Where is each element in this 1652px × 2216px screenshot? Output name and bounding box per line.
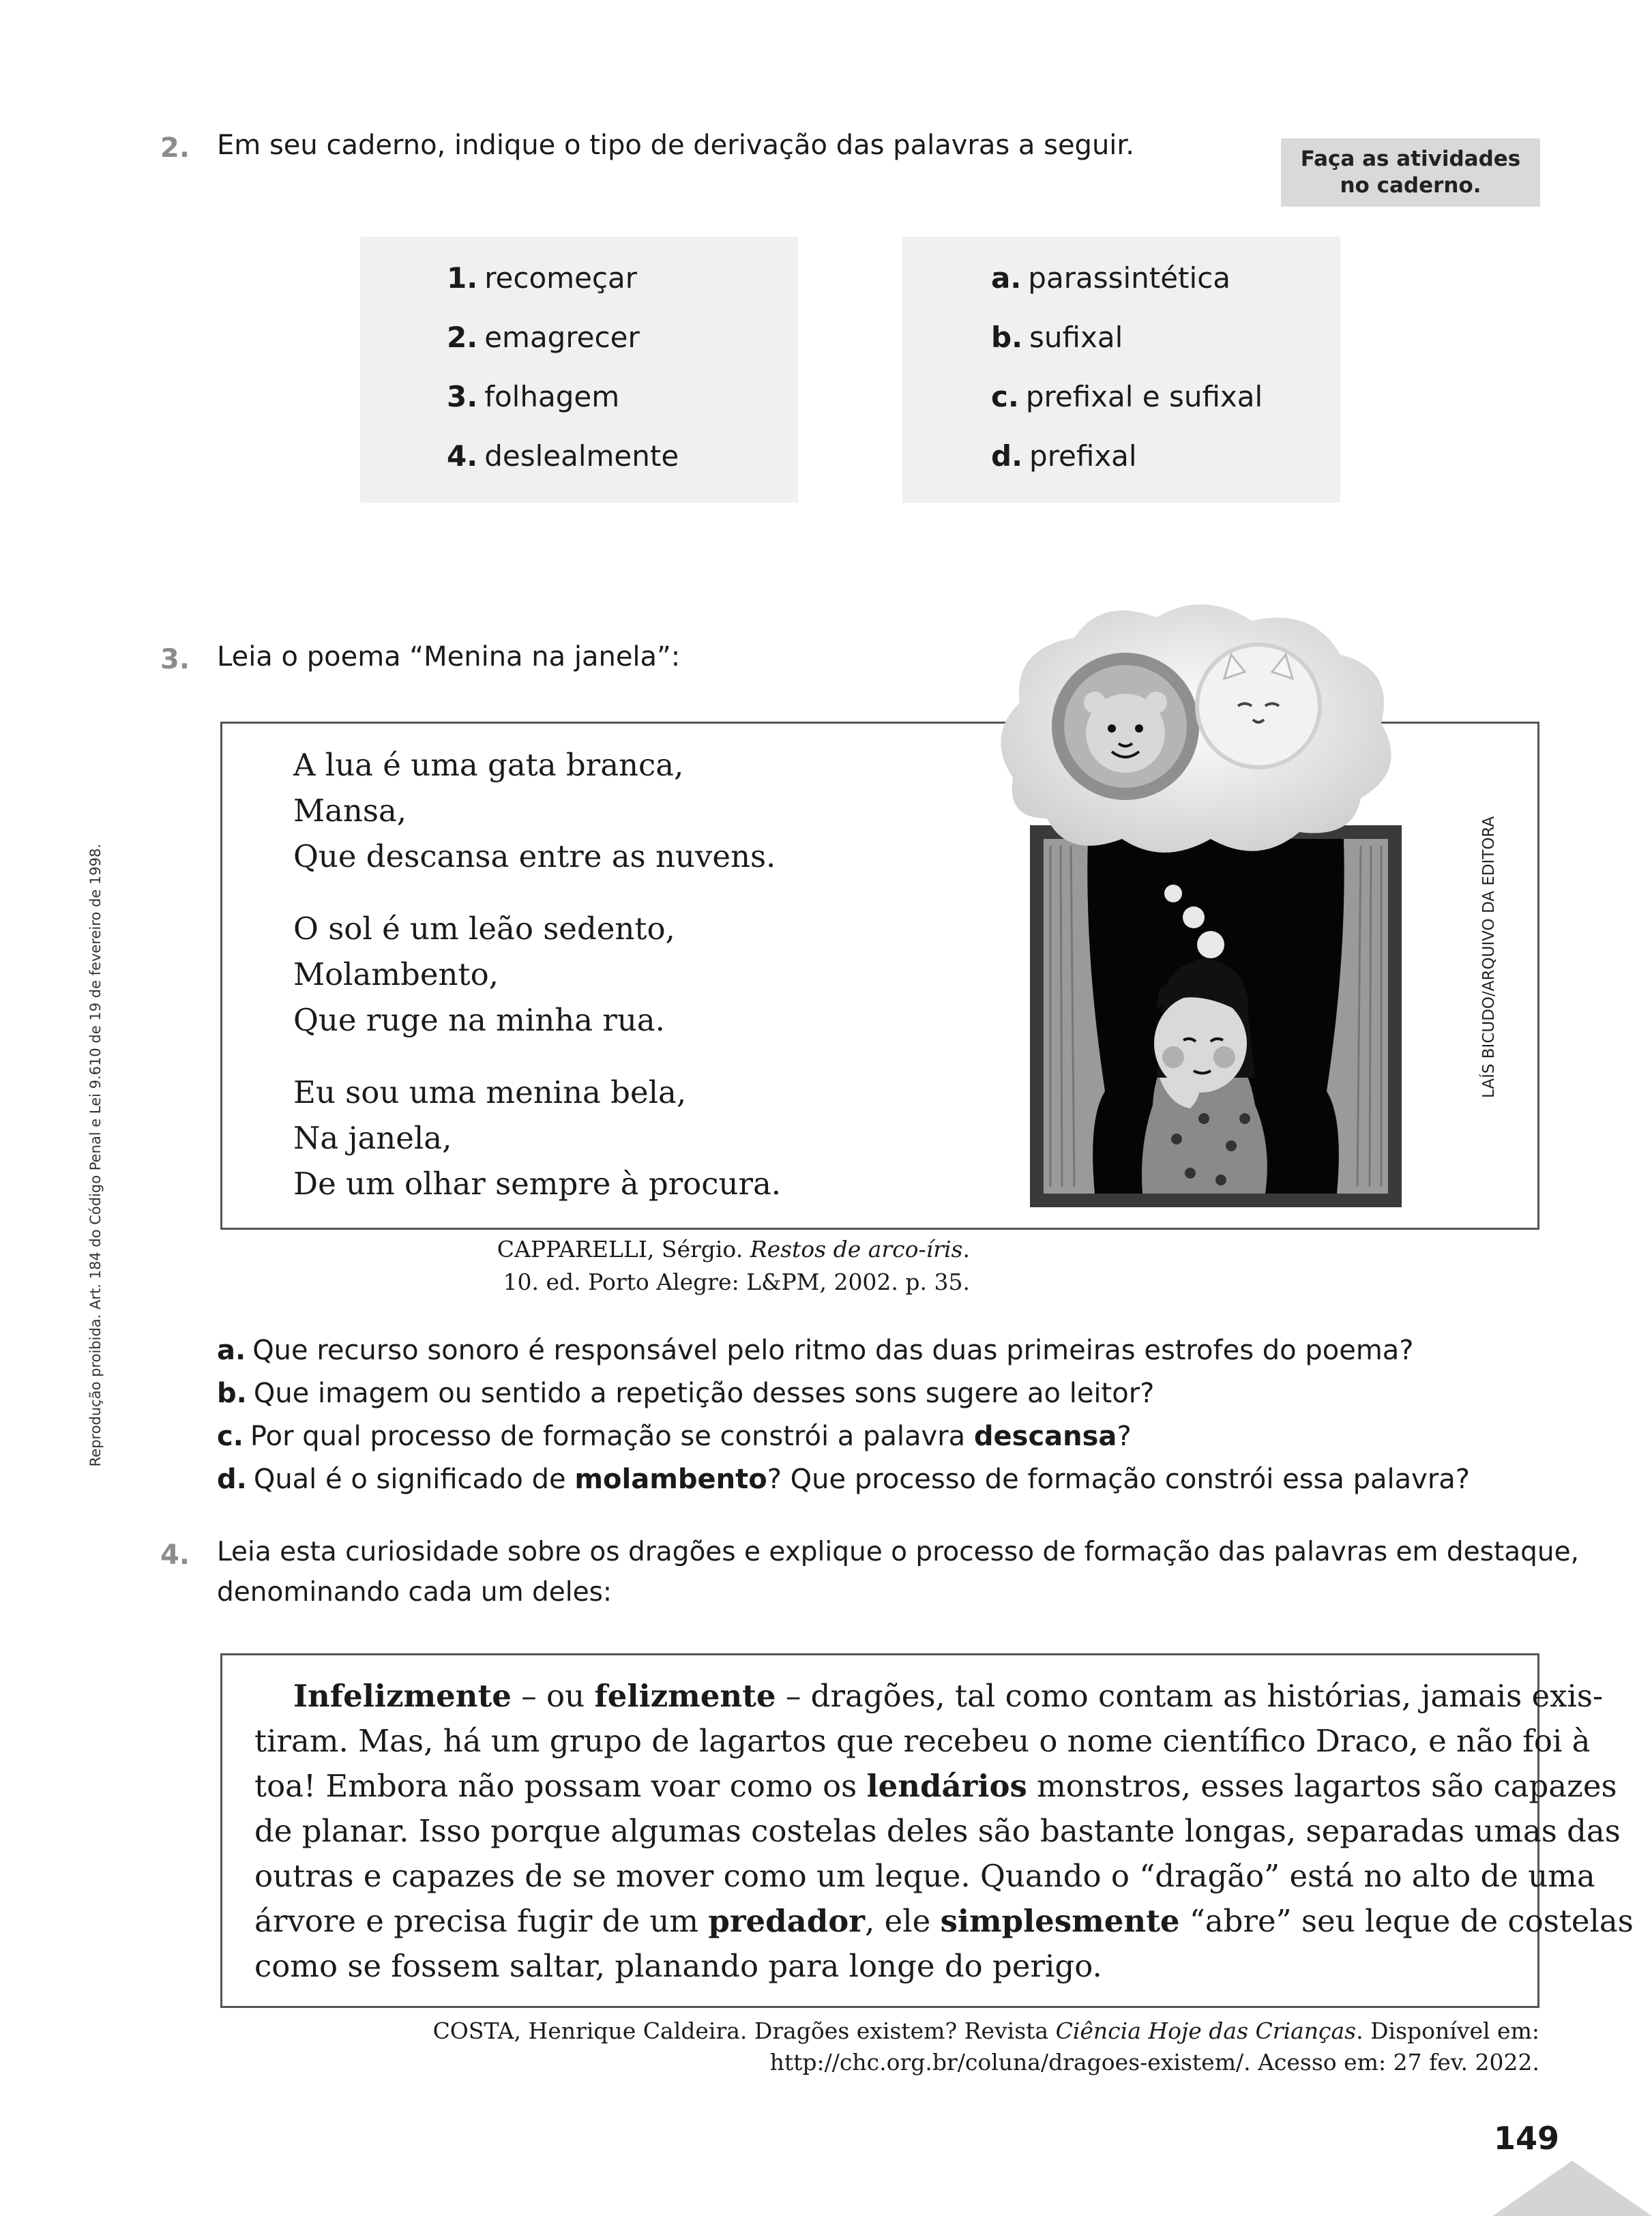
question-3-number: 3. [160, 644, 190, 675]
poem-line: Na janela, [293, 1120, 452, 1156]
thought-bubble [1197, 931, 1224, 958]
subquestion-b: b. Que imagem ou sentido a repetição desses sons sugere ao leitor? [217, 1378, 1155, 1409]
poem-line: A lua é uma gata branca, [293, 747, 684, 783]
passage-line: Infelizmente – ou felizmente – dragões, tal como contam as histórias, jamais exis- [293, 1678, 1604, 1714]
passage-line: de planar. Isso porque algumas costelas deles são bastante longas, separadas umas das [254, 1813, 1621, 1849]
passage-line: árvore e precisa fugir de um predador, ele simplesmente “abre” seu leque de costelas [254, 1903, 1634, 1939]
passage-line: como se fossem saltar, planando para longe do perigo. [254, 1948, 1102, 1984]
passage-source-line-2: http://chc.org.br/coluna/dragoes-existem/. Acesso em: 27 fev. 2022. [769, 2049, 1539, 2075]
thought-bubble [1183, 906, 1205, 928]
page-number: 149 [1494, 2120, 1560, 2157]
word-item: 2. emagrecer [447, 321, 640, 354]
subquestion-d: d. Qual é o significado de molambento? Que processo de formação constrói essa palavra? [217, 1464, 1471, 1495]
poem-line: Que descansa entre as nuvens. [293, 838, 776, 874]
question-2-number: 2. [160, 132, 190, 164]
poem-line: De um olhar sempre à procura. [293, 1166, 782, 1202]
passage-line: tiram. Mas, há um grupo de lagartos que recebeu o nome científico Draco, e não foi à [254, 1723, 1591, 1759]
word-item: 3. folhagem [447, 380, 620, 413]
type-item: c. prefixal e sufixal [991, 380, 1263, 413]
subquestion-a: a. Que recurso sonoro é responsável pelo ritmo das duas primeiras estrofes do poema? [217, 1335, 1414, 1366]
note-line-1: Faça as atividades [1300, 147, 1521, 171]
type-item: a. parassintética [991, 261, 1231, 295]
illustration-credit: LAÍS BICUDO/ARQUIVO DA EDITORA [1480, 816, 1498, 1098]
poem-line: O sol é um leão sedento, [293, 911, 675, 947]
passage-line: outras e capazes de se mover como um leque. Quando o “dragão” está no alto de uma [254, 1858, 1595, 1894]
notebook-note-badge [1281, 138, 1540, 207]
question-4-text-line-2: denominando cada um deles: [217, 1577, 613, 1608]
question-2-text: Em seu caderno, indique o tipo de derivação das palavras a seguir. [217, 130, 1134, 161]
girl-at-window-illustration [986, 600, 1422, 1292]
question-4-text-line-1: Leia esta curiosidade sobre os dragões e explique o processo de formação das palavras em destaque, [217, 1537, 1580, 1567]
type-item: b. sufixal [991, 321, 1123, 354]
corner-triangle-icon [1492, 2161, 1652, 2216]
passage-source-line-1: COSTA, Henrique Caldeira. Dragões existem? Revista Ciência Hoje das Crianças. Disponível em: [432, 2018, 1539, 2044]
copyright-notice: Reprodução proibida. Art. 184 do Código Penal e Lei 9.610 de 19 de fevereiro de 1998. [87, 844, 104, 1467]
poem-line: Eu sou uma menina bela, [293, 1074, 687, 1110]
poem-source-line-2: 10. ed. Porto Alegre: L&PM, 2002. p. 35. [503, 1269, 970, 1295]
passage-line: toa! Embora não possam voar como os lendários monstros, esses lagartos são capazes [254, 1768, 1617, 1804]
word-item: 1. recomeçar [447, 261, 638, 295]
subquestion-c: c. Por qual processo de formação se constrói a palavra descansa? [217, 1421, 1132, 1452]
poem-line: Mansa, [293, 793, 407, 829]
type-item: d. prefixal [991, 439, 1137, 473]
poem-source-line-1: CAPPARELLI, Sérgio. Restos de arco-íris. [497, 1236, 970, 1262]
note-line-2: no caderno. [1340, 173, 1481, 198]
thought-bubble [1164, 885, 1182, 902]
question-3-text: Leia o poema “Menina na janela”: [217, 641, 681, 673]
cat-moon [1197, 645, 1320, 767]
poem-line: Que ruge na minha rua. [293, 1002, 665, 1038]
poem-line: Molambento, [293, 956, 499, 992]
word-item: 4. deslealmente [447, 439, 679, 473]
question-4-number: 4. [160, 1539, 190, 1571]
